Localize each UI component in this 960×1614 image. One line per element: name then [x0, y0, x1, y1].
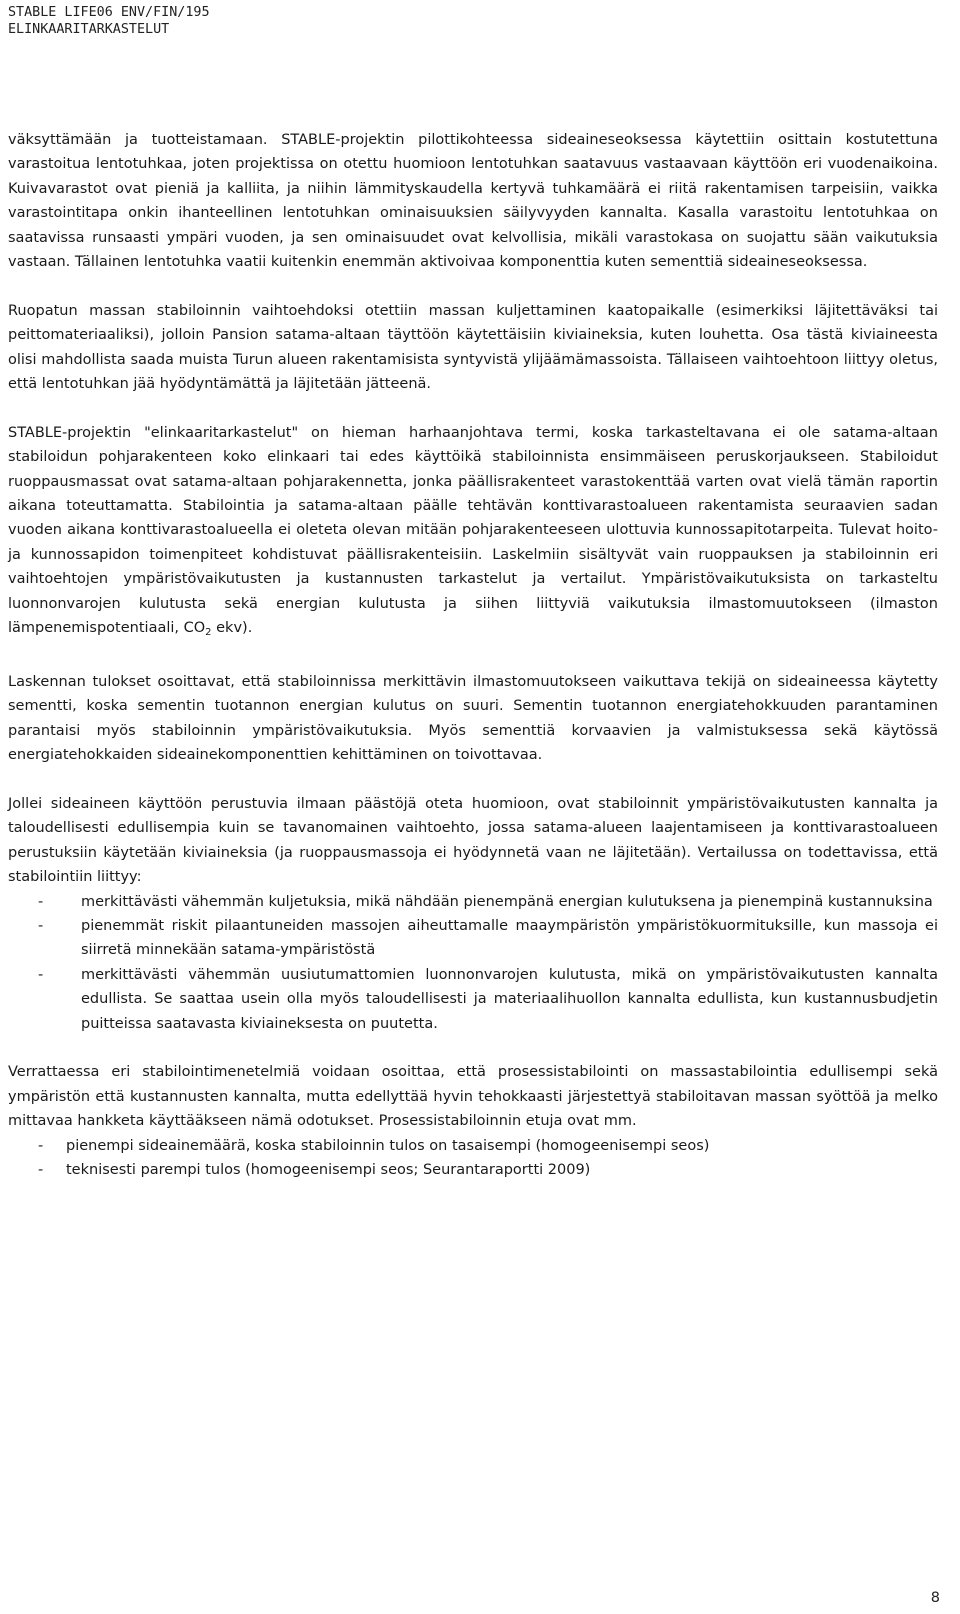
paragraph-results: Laskennan tulokset osoittavat, että stabiloinnissa merkittävin ilmastomuutokseen vaikuttava tekijä on sideaineessa käytetty sementti, koska sementin tuotannon energian kulutus on suuri. Sementin tuotannon energiatehokkuuden parantaminen parantaisi myös stabiloinnin ympäristövaikutuksia. Myös sementtiä korvaavien ja valmistuksessa sekä käytössä energiatehokkaiden sideainekomponenttien kehittäminen on toivottavaa. — [8, 673, 938, 764]
dash-bullet: - — [38, 1137, 44, 1154]
page-number: 8 — [930, 1590, 940, 1606]
paragraph-comparison: Jollei sideaineen käyttöön perustuvia ilmaan päästöjä oteta huomioon, ovat stabiloinnit ympäristövaikutusten kannalta ja taloudellisesti edullisempia kuin se tavanomainen vaihtoehto, jossa satama-alueen laajentamiseen ja konttivarastoalueen perustuksiin käytetään kiviaineksia (ja ruoppausmassoja ei hyödynnetä vaan ne läjitetään). Vertailussa on todettavissa, että stabilointiin liittyy: — [8, 795, 938, 886]
paragraph-alternative: Ruopatun massan stabiloinnin vaihtoehdoksi otettiin massan kuljettaminen kaatopaikalle (esimerkiksi läjitettäväksi tai peittomateriaaliksi), jolloin Pansion satama-altaan täyttöön käytettäisiin kiviaineksia, kuten louhetta. Osa tästä kiviaineesta olisi mahdollista saada muista Turun alueen rakentamisista syntyvistä ylijäämämassoista. Tällaiseen vaihtoehtoon liittyy oletus, että lentotuhkan jää hyödyntämättä ja läjitetään jätteenä. — [8, 302, 938, 393]
dash-bullet: - — [38, 1161, 44, 1178]
dash-bullet: - — [38, 893, 44, 910]
list-item-text: pienemmät riskit pilaantuneiden massojen aiheuttamalle maaympäristön ympäristökuormituksille, kun massoja ei siirretä minnekään satama-ympäristöstä — [81, 917, 938, 959]
co2-tail: ekv). — [211, 620, 253, 637]
paragraph-lifecycle-term — [8, 421, 938, 646]
document-header — [8, 4, 210, 38]
paragraph-process-stabilization: Verrattaessa eri stabilointimenetelmiä voidaan osoittaa, että prosessistabilointi on massastabilointia edullisempi sekä ympäristön että kustannusten kannalta, mutta edellyttää hyvin tehokkaasti järjestettyä stabiloitavan massan syöttöä ja melko mittavaa hankketa käyttääkseen nämä odotukset. Prosessistabiloinnin etuja ovat mm. — [8, 1064, 938, 1130]
list-item-text: pienempi sideainemäärä, koska stabiloinnin tulos on tasaisempi (homogeenisempi seos) — [66, 1137, 710, 1154]
list-item-text: teknisesti parempi tulos (homogeenisempi seos; Seurantaraportti 2009) — [66, 1161, 591, 1178]
list-item — [8, 1134, 938, 1158]
co2-subscript: 2 — [205, 627, 212, 639]
dash-bullet: - — [38, 966, 44, 983]
list-item-text: merkittävästi vähemmän uusiutumattomien luonnonvarojen kulutusta, mikä on ympäristövaikutusten kannalta edullista. Se saattaa usein olla myös taloudellisesti ja materiaalihuollon kannalta edullista, kun kustannusbudjetin puitteissa saatavasta kiviaineksesta on puutetta. — [81, 966, 938, 1032]
dash-bullet: - — [38, 917, 44, 934]
list-item — [8, 1158, 938, 1182]
report-title: ELINKAARITARKASTELUT — [8, 22, 170, 37]
stabilization-benefits-list — [8, 890, 938, 1036]
paragraph-fly-ash-storage: väksyttämään ja tuotteistamaan. STABLE-projektin pilottikohteessa sideaineseoksessa käytettiin osittain kostutettuna varastoitua lentotuhkaa, joten projektissa on otettu huomioon lentotuhkan saatavuus vastaavaan käyttöön eri vuodenaikoina. Kuivavarastot ovat pieniä ja kalliita, ja niihin lämmityskaudella kertyvä tuhkamäärä ei riitä rakentamisen tarpeisiin, vaikka varastointitapa onkin ihanteellinen lentotuhkan ominaisuuksien säilyvyyden kannalta. Kasalla varastoitu lentotuhkaa on saatavissa runsaasti ympäri vuoden, ja sen ominaisuudet ovat kelvollisia, mikäli varastokasa on suojattu sään vaikutuksia vastaan. Tällainen lentotuhka vaatii kuitenkin enemmän aktivoivaa komponenttia kuten sementtiä sideaineseoksessa. — [8, 132, 938, 271]
process-benefits-list — [8, 1134, 938, 1183]
paragraph-lifecycle-text: STABLE-projektin "elinkaaritarkastelut" on hieman harhaanjohtava termi, koska tarkasteltavana ei ole satama-altaan stabiloidun pohjarakenteen koko elinkaari tai edes käyttöikä stabiloinnista ensimmäiseen peruskorjaukseen. Stabiloidut ruoppausmassat ovat satama-altaan pohjarakennetta, jonka päällisrakenteet varastokenttää varten ovat vielä tämän raportin aikana toteuttamatta. Stabilointia ja satama-altaan päälle tehtävän konttivarastoalueen rakentamista seuraavien sadan vuoden aikana konttivarastoalueella ei oleteta olevan mitään pohjarakenteeseen ulottuvia kunnossapitotarpeita. Tulevat hoito- ja kunnossapidon toimenpiteet kohdistuvat päällisrakenteisiin. Laskelmiin sisältyvät vain ruoppauksen ja stabiloinnin eri vaihtoehtojen ympäristövaikutusten ja kustannusten tarkastelut ja vertailut. Ympäristövaikutuksista on tarkasteltu luonnonvarojen kulutusta sekä energian kulutusta ja siihen liittyviä vaikutuksia ilmastomuutokseen (ilmaston lämpenemispotentiaali, CO — [8, 424, 938, 637]
list-item — [8, 914, 938, 963]
list-item — [8, 890, 938, 914]
list-item — [8, 963, 938, 1036]
list-item-text: merkittävästi vähemmän kuljetuksia, mikä nähdään pienempänä energian kulutuksena ja pienempinä kustannuksina — [81, 893, 933, 910]
project-code: STABLE LIFE06 ENV/FIN/195 — [8, 5, 210, 20]
document-body — [8, 128, 938, 1207]
